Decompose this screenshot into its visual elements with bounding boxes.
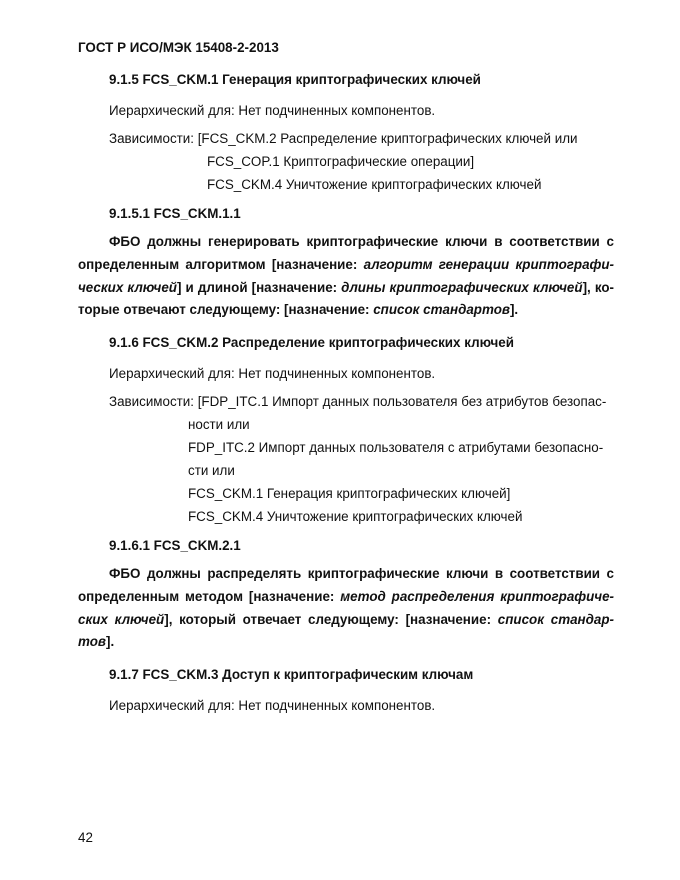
dependency-line: ности или <box>188 417 250 432</box>
hierarchy-text: Иерархический для: Нет подчиненных компонентов. <box>109 366 436 381</box>
section-heading-9-1-6: 9.1.6 FCS_CKM.2 Распределение криптографических ключей <box>109 335 514 350</box>
hierarchy-text: Иерархический для: Нет подчиненных компонентов. <box>109 698 436 713</box>
element-heading-9-1-5-1: 9.1.5.1 FCS_CKM.1.1 <box>109 206 241 221</box>
requirement-line: ФБО должны распределять криптографические ключи в соответствии с <box>109 566 614 581</box>
section-heading-9-1-7: 9.1.7 FCS_CKM.3 Доступ к криптографическим ключам <box>109 667 474 682</box>
section-heading-9-1-5: 9.1.5 FCS_CKM.1 Генерация криптографических ключей <box>109 72 481 87</box>
requirement-line: ФБО должны генерировать криптографические ключи в соответствии с <box>109 234 614 249</box>
requirement-line: ческих ключей] и длиной [назначение: длины криптографических ключей], ко- <box>78 280 614 295</box>
dependency-line: Зависимости: [FCS_CKM.2 Распределение криптографических ключей или <box>109 131 578 146</box>
page-number: 42 <box>78 830 93 845</box>
dependency-line: FCS_CKM.4 Уничтожение криптографических ключей <box>207 177 542 192</box>
dependency-line: сти или <box>188 463 235 478</box>
requirement-line: ских ключей], который отвечает следующему: [назначение: список стандар- <box>78 612 614 627</box>
requirement-line: определенным алгоритмом [назначение: алгоритм генерации криптографи- <box>78 257 615 272</box>
dependency-line: Зависимости: [FDP_ITC.1 Импорт данных пользователя без атрибутов безопас- <box>109 394 607 409</box>
hierarchy-text: Иерархический для: Нет подчиненных компонентов. <box>109 103 436 118</box>
dependency-line: FCS_COP.1 Криптографические операции] <box>207 154 475 169</box>
dependency-line: FCS_CKM.4 Уничтожение криптографических ключей <box>188 509 523 524</box>
requirement-line: определенным методом [назначение: метод распределения криптографиче- <box>78 589 615 604</box>
document-header: ГОСТ Р ИСО/МЭК 15408-2-2013 <box>78 40 279 55</box>
requirement-line: тов]. <box>78 634 115 649</box>
dependency-line: FCS_CKM.1 Генерация криптографических ключей] <box>188 486 511 501</box>
requirement-line: торые отвечают следующему: [назначение: список стандартов]. <box>78 302 519 317</box>
dependency-line: FDP_ITC.2 Импорт данных пользователя с атрибутами безопасно- <box>188 440 604 455</box>
element-heading-9-1-6-1: 9.1.6.1 FCS_CKM.2.1 <box>109 538 241 553</box>
